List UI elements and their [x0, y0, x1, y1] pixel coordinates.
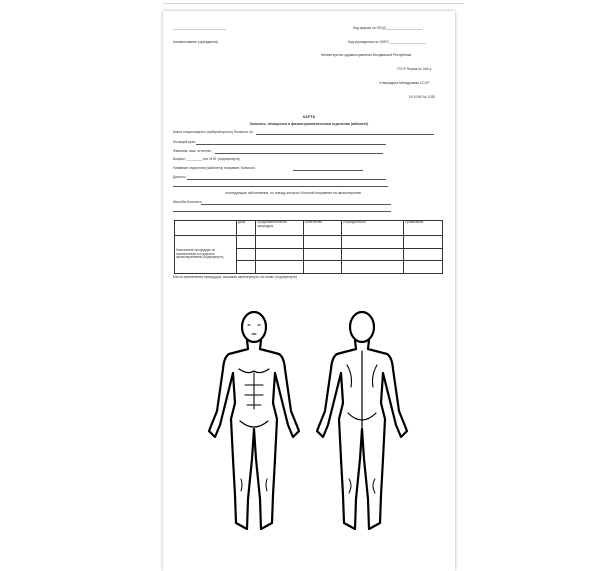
table-cell [256, 261, 304, 274]
name-label: Фамилия, имя, отчество [173, 149, 212, 153]
okud-code: Код формы по ОКУД ___________________ [353, 26, 423, 30]
diagnosis-line-1 [187, 179, 386, 180]
table-cell [404, 236, 443, 249]
table-cell [342, 261, 404, 274]
col-header-periodicity: Периодичность [342, 221, 404, 236]
doctor-line [196, 144, 386, 145]
name-line [215, 153, 383, 154]
body-back-figure [317, 312, 407, 529]
complaints-line-1 [201, 204, 391, 205]
col-header-other: Примечание [404, 221, 443, 236]
diagnosis-label: Диагноз [173, 175, 186, 179]
age-sex-label: Возраст ________ пол М.Ж. (подчеркнуть) [173, 157, 240, 161]
table-cell [237, 249, 256, 261]
col-header-duration: Продолжительность процедуры [256, 221, 304, 236]
table-cell [304, 236, 342, 249]
page-top-rule [163, 3, 464, 4]
department-label: Название отделения (кабинета) направив. больного [173, 166, 256, 170]
complaints-line-2 [173, 211, 391, 212]
document-subtitle: больного, лечащегося в физиотерапевтическом отделении (кабинете) [249, 122, 369, 126]
body-diagram [203, 309, 415, 533]
table-cell [256, 236, 304, 249]
institution-line: ____________________________ [173, 26, 226, 30]
body-diagram-note: Места применения процедуры, вызывая перечеркнуть на схеме (подчеркнуть) [173, 275, 297, 279]
body-front-figure [209, 312, 299, 529]
diagnosis-hint: последующие заболевания, по поводу которого больной направлен на физиотерапию [225, 191, 362, 195]
department-line [293, 170, 363, 171]
table-cell [304, 261, 342, 274]
institution-label: (наименование учреждения) [173, 40, 219, 44]
okpo-code: Код учреждения по ОКПО ___________________ [348, 40, 426, 44]
ministry-line: Министерство здравоохранения Молдавской Республики [321, 53, 412, 57]
complaints-label: Жалобы больного [173, 200, 202, 204]
document-page [163, 11, 455, 571]
col-header-dose: Доза [237, 221, 256, 236]
table-cell [404, 249, 443, 261]
table-corner-cell [175, 221, 237, 236]
procedures-table [174, 220, 443, 274]
doctor-label: Лечащий врач [173, 140, 196, 144]
table-cell [404, 261, 443, 274]
table-cell [237, 236, 256, 249]
table-cell [342, 249, 404, 261]
card-number-label: Карта стационарного (амбулаторного) больного № [173, 130, 253, 134]
form-number: ГССР Форма № 044-у [397, 67, 432, 71]
approved-line: Утверждена Минздравом СССР [379, 81, 430, 85]
table-cell [256, 249, 304, 261]
table-cell [237, 261, 256, 274]
row-header-procedure: Назначение процедуры по назначенным и в журнале физиотерапевтии (подчеркнуть) [175, 236, 237, 274]
card-number-line [256, 134, 434, 135]
diagnosis-line-2 [173, 186, 388, 187]
approval-date: 04.10.80 № 1030 [409, 95, 436, 99]
document-title: КАРТА [302, 115, 316, 119]
table-cell [304, 249, 342, 261]
col-header-count: Количество [304, 221, 342, 236]
table-cell [342, 236, 404, 249]
